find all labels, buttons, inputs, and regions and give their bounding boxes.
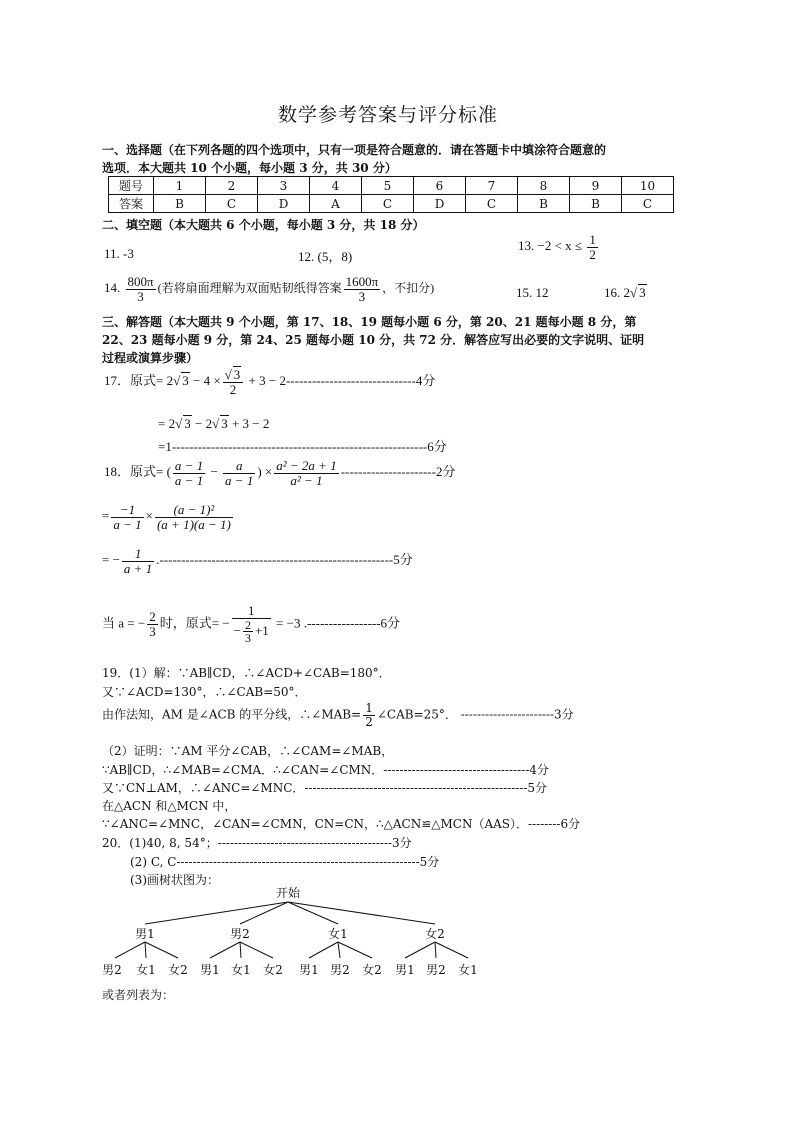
q18-fraction: $\frac{\text{a² − 2a + 1}}{\text{a² − 1}}$ — [276, 458, 337, 488]
score-marker: ----------------------2分 — [340, 464, 456, 480]
tree-leaf: 女1 — [231, 963, 251, 977]
table-cell: 7 — [466, 177, 518, 195]
q18-fraction: $\frac{a - 1}{a - 1}$ — [174, 458, 204, 488]
q19-line2: 又∵∠ACD=130°，∴∠CAB=50°． — [102, 685, 307, 699]
q18-compound-fraction: 1 − $\frac{2}{3}$ +1 — [233, 603, 269, 646]
tree-leaf: 女1 — [136, 963, 156, 977]
q18-fraction: $\frac{1}{a + 1}$ — [123, 546, 153, 576]
q20-line3: (3)画树状图为： — [130, 873, 219, 887]
q19-line7: 在△ACN 和△MCN 中， — [102, 799, 237, 813]
table-cell: A — [310, 195, 362, 213]
q17-line2: = 2√ 3 − 2√ 3 + 3 − 2 — [158, 416, 270, 431]
q18-fraction: $\frac{2}{3}$ — [149, 609, 156, 639]
tree-leaf: 女2 — [168, 963, 188, 977]
q18-fraction: $\frac{\text{(a − 1)²}}{(a + 1)(a - 1)}$ — [156, 502, 231, 532]
q17-fraction: $\frac{√ 3}{2}$ — [223, 368, 244, 396]
q14-note: (若将扇面理解为双面贴韧纸得答案 — [157, 281, 342, 296]
section1-heading-line2: 选项．本大题共 10 个小题，每小题 3 分，共 30 分） — [102, 161, 397, 175]
table-cell: 1 — [154, 177, 206, 195]
q18-line3: = − $\frac{1}{a + 1}$ .------------------------------------------------------5分 — [102, 546, 413, 576]
q17-text: 17．原式= 2 — [104, 373, 174, 389]
table-cell: C — [622, 195, 674, 213]
section3-heading-line3: 过程或演算步骤） — [102, 351, 199, 365]
q14-fraction-alt: $\frac{1600\pi}{3}$ — [345, 274, 379, 304]
table-cell: B — [570, 195, 622, 213]
table-cell: D — [414, 195, 466, 213]
q19-line3: 由作法知，AM 是∠ACB 的平分线，∴∠MAB= $\frac{1}{2}$ ∠CAB=25°． -----------------------3分 — [102, 701, 574, 729]
tree-leaf: 女1 — [458, 963, 478, 977]
table-cell: B — [154, 195, 206, 213]
q17-line1: 17．原式= 2√ 3 − 4 × $\frac{√ 3}{2}$ + 3 − 2------------------------------4分 — [104, 367, 436, 397]
q17-text: + 3 − 2 — [245, 373, 286, 389]
q18-fraction: $\frac{a}{a - 1}$ — [225, 458, 254, 488]
answer-q13 — [518, 233, 600, 261]
answer-q12: 12. (5，8) — [298, 249, 353, 264]
table-cell: C — [362, 195, 414, 213]
tree-leaf: 男1 — [395, 963, 415, 977]
tree-node-level1: 男2 — [230, 927, 250, 941]
q19-line8: ∵∠ANC=∠MNC，∠CAN=∠CMN，CN=CN，∴△ACN≌△MCN（AAS）．--------6分 — [102, 817, 581, 831]
q20-line2: (2) C, C------------------------------------------------------------5分 — [130, 855, 440, 869]
q17-line3: =1-----------------------------------------------------------6分 — [158, 439, 447, 454]
q16-label: 16. 2 — [604, 285, 630, 300]
tree-leaf: 男2 — [426, 963, 446, 977]
table-cell: 答案 — [109, 195, 154, 213]
q20-tail: 或者列表为： — [102, 988, 175, 1002]
tree-node-level1: 女2 — [425, 927, 445, 941]
table-cell: 4 — [310, 177, 362, 195]
table-row-header — [109, 177, 674, 195]
table-cell: 10 — [622, 177, 674, 195]
table-cell: D — [258, 195, 310, 213]
table-cell: 9 — [570, 177, 622, 195]
table-cell: 2 — [206, 177, 258, 195]
q14-label: 14. — [104, 280, 121, 296]
answer-q14 — [104, 275, 434, 303]
radicand: 3 — [182, 373, 189, 389]
q14-tail: ，不扣分) — [382, 281, 435, 296]
tree-leaf: 男1 — [299, 963, 319, 977]
table-row-answers — [109, 195, 674, 213]
table-cell: 3 — [258, 177, 310, 195]
q19-fraction: $\frac{1}{2}$ — [365, 701, 373, 729]
q18-fraction: $\frac{-1}{a - 1}$ — [113, 502, 142, 532]
table-cell: C — [466, 195, 518, 213]
tree-leaf: 女2 — [362, 963, 382, 977]
q19-line4: （2）证明：∵AM 平分∠CAB，∴∠CAM=∠MAB， — [102, 744, 394, 758]
answer-q11: 11. -3 — [104, 246, 134, 261]
table-cell: 8 — [518, 177, 570, 195]
tree-node-level1: 女1 — [328, 927, 348, 941]
q19-line1: 19．(1）解：∵AB∥CD，∴∠ACD+∠CAB=180°． — [102, 666, 391, 680]
q19-line6: 又∵CN⊥AM，∴∠ANC=∠MNC．-------------------------------------------------------5分 — [102, 781, 548, 795]
section3-heading-line2: 22、23 题每小题 9 分，第 24、25 题每小题 10 分，共 72 分．解答应写出必要的文字说明、证明 — [102, 333, 645, 347]
tree-leaf: 男1 — [200, 963, 220, 977]
tree-leaf: 男2 — [330, 963, 350, 977]
answer-q16: 16. 2√ 3 — [604, 285, 646, 300]
q13-text: 13. −2 < x ≤ — [518, 238, 583, 254]
tree-leaf: 女2 — [263, 963, 283, 977]
tree-root: 开始 — [275, 886, 301, 900]
score-marker: = −3 .-----------------6分 — [272, 615, 401, 631]
q20-line1: 20．(1)40, 8, 54°；-------------------------------------------3分 — [102, 836, 412, 850]
table-cell: 6 — [414, 177, 466, 195]
page-title: 数学参考答案与评分标准 — [278, 104, 499, 126]
tree-leaf: 男2 — [102, 963, 122, 977]
table-cell: 5 — [362, 177, 414, 195]
tree-branches — [115, 902, 468, 958]
q18-line4: 当 a = − $\frac{2}{3}$ 时，原式= − 1 − $\frac{2}{3}$ +1 = −3 .-----------------6分 — [102, 603, 401, 646]
table-cell: B — [518, 195, 570, 213]
tree-node-level1: 男1 — [135, 927, 155, 941]
q14-fraction: $\frac{800\pi}{3}$ — [127, 274, 154, 304]
section1-heading-line1: 一、选择题（在下列各题的四个选项中，只有一项是符合题意的．请在答题卡中填涂符合题意的 — [102, 143, 607, 157]
tree-diagram — [90, 882, 500, 992]
score-marker: ------------------------------4分 — [285, 373, 436, 389]
answer-table — [108, 176, 674, 213]
section3-heading-line1: 三、解答题（本大题共 9 个小题，第 17、18、19 题每小题 6 分，第 20、21 题每小题 8 分，第 — [102, 315, 637, 329]
section2-heading: 二、填空题（本大题共 6 个小题，每小题 3 分，共 18 分） — [102, 218, 425, 232]
table-cell: 题号 — [109, 177, 154, 195]
q18-line2: = $\frac{-1}{a - 1}$ × $\frac{\text{(a − 1)²}}{(a + 1)(a - 1)}$ — [102, 502, 231, 532]
table-cell: C — [206, 195, 258, 213]
q18-line1: 18．原式= ( $\frac{a - 1}{a - 1}$ − $\frac{a}{a - 1}$ ) × $\frac{\text{a² − 2a + 1}}{\text{a² − 1}}$ ----------------------2分 — [104, 458, 456, 488]
q16-radicand: 3 — [639, 285, 646, 300]
q17-text: − 4 × — [189, 373, 221, 389]
answer-q15: 15. 12 — [516, 285, 549, 300]
q13-fraction: $\frac{1}{2}$ — [589, 232, 596, 262]
q19-line5: ∵AB∥CD，∴∠MAB=∠CMA．∴∠CAN=∠CMN．------------------------------------4分 — [102, 763, 549, 777]
score-marker: .------------------------------------------------------5分 — [156, 552, 413, 568]
